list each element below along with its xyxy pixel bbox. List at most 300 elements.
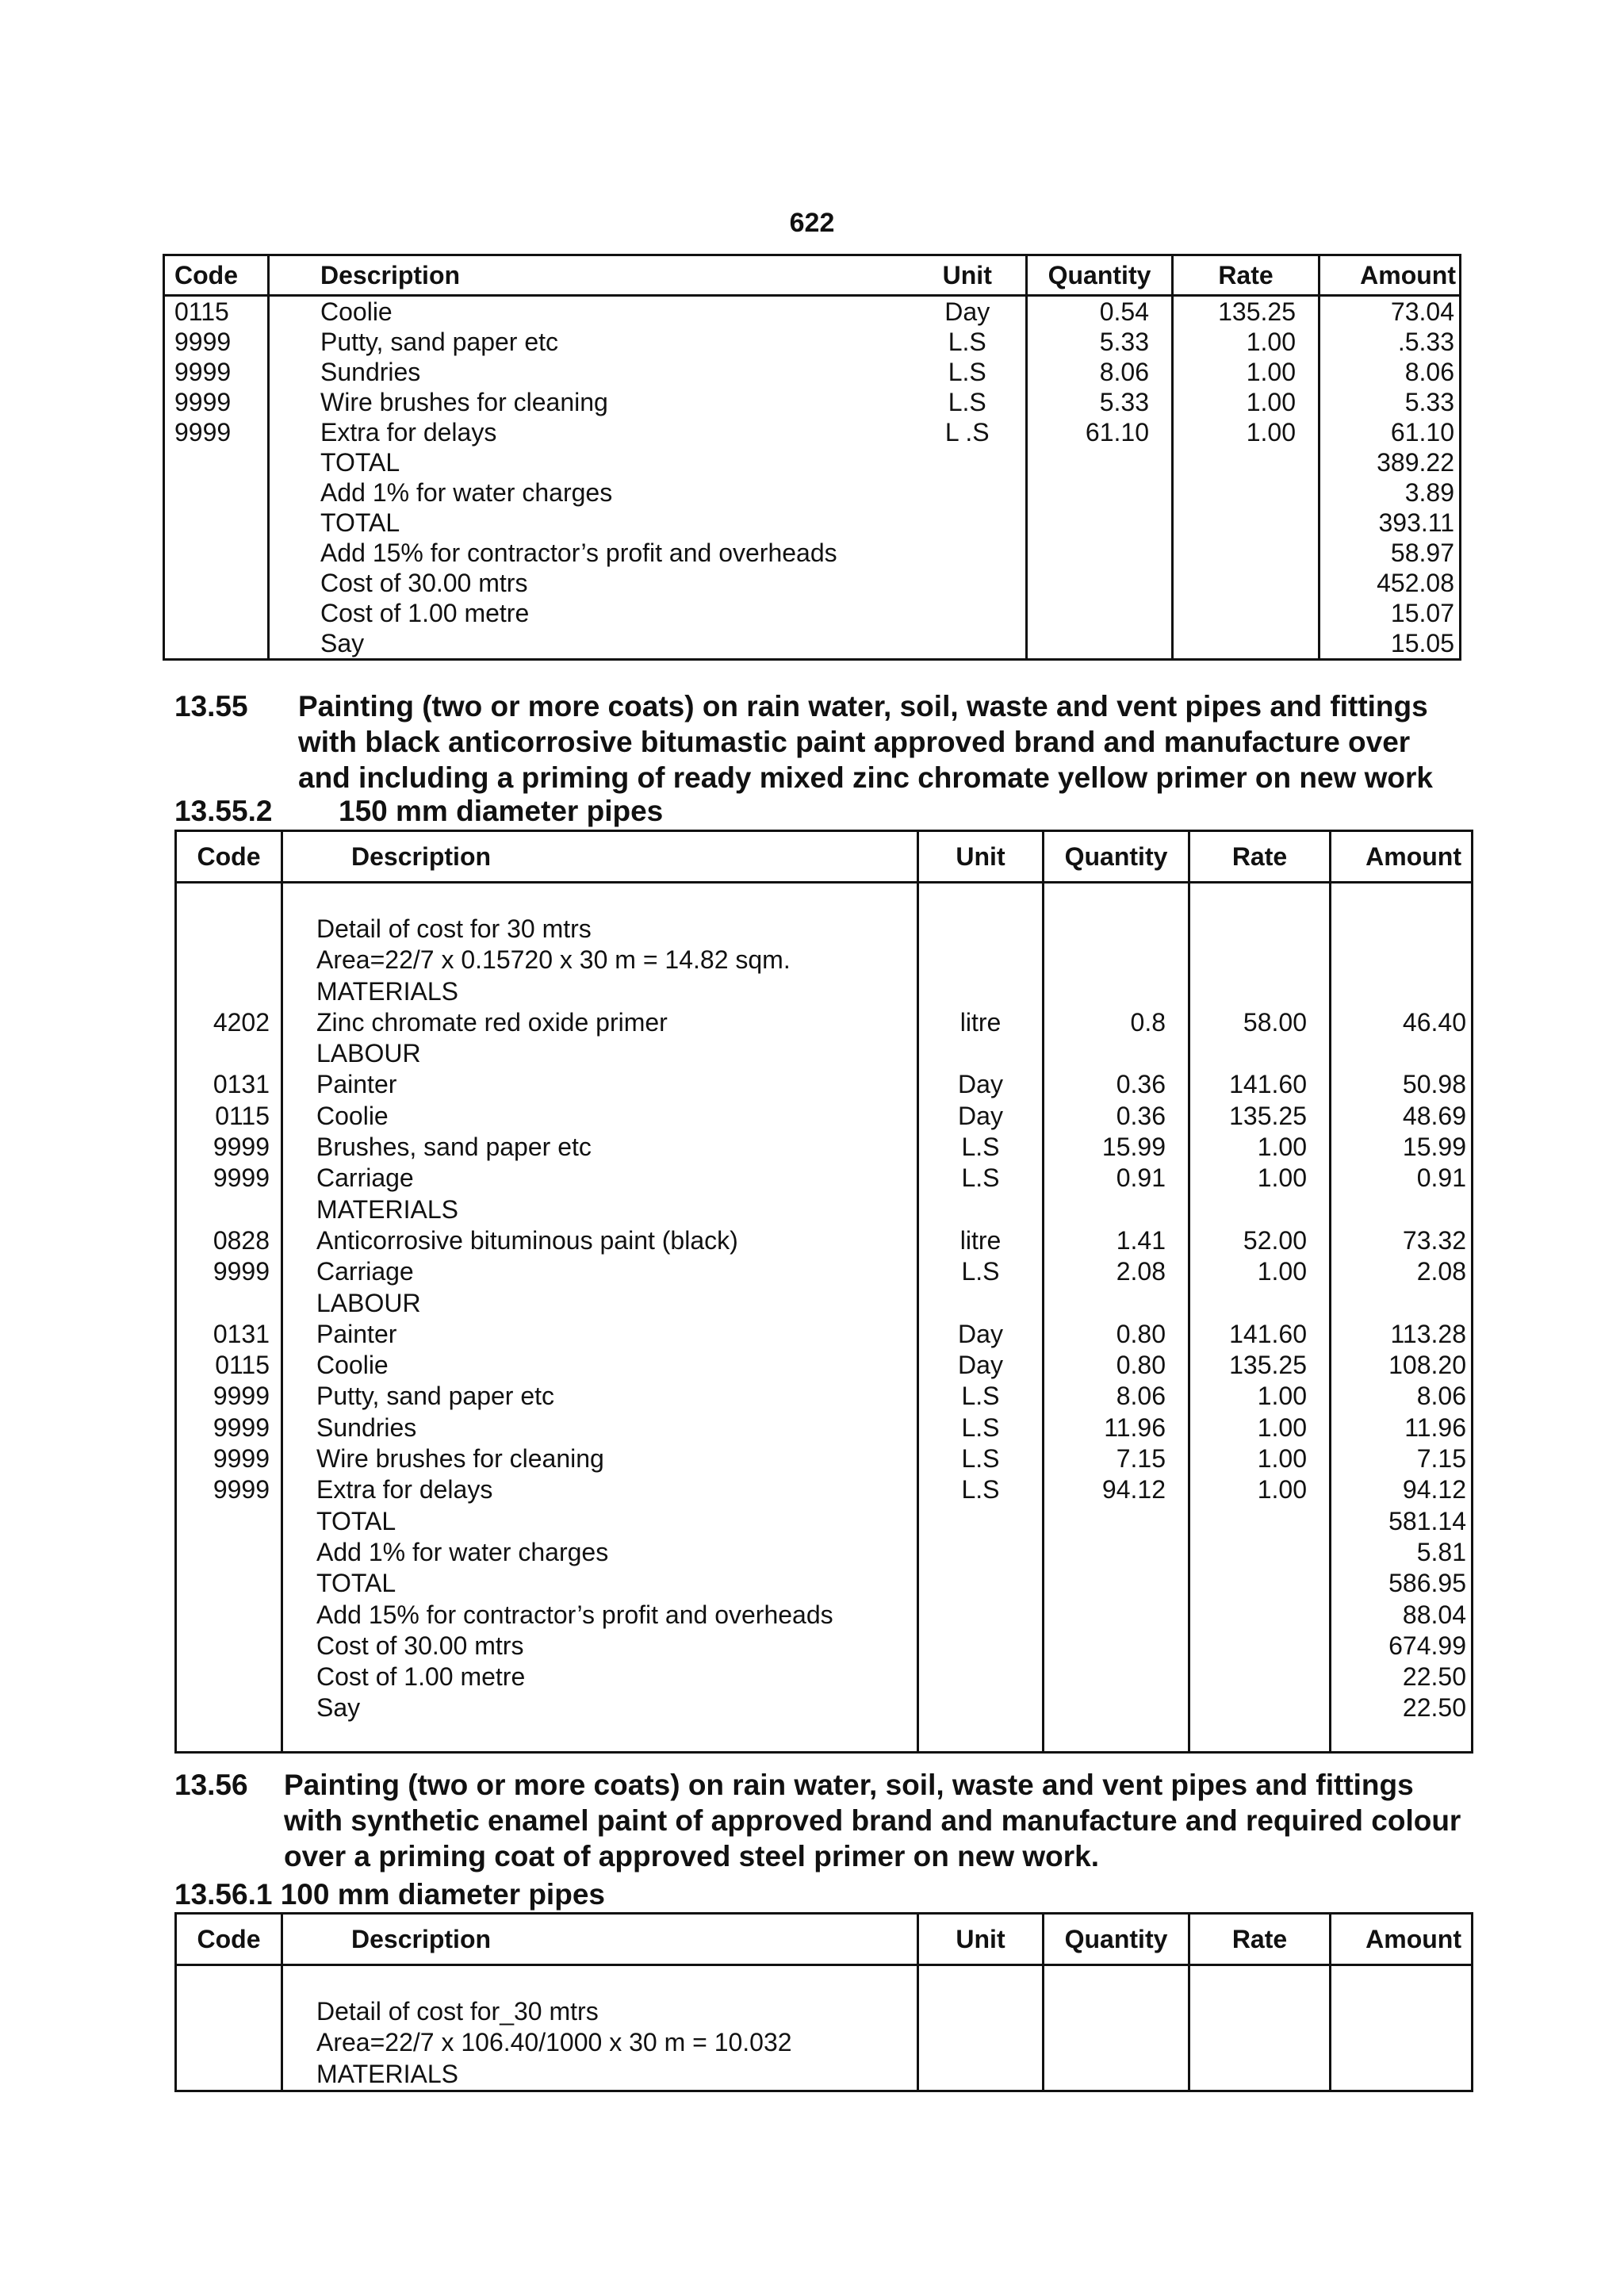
header-unit: Unit [918, 1914, 1044, 1965]
cell-amount: 46.40 [1402, 1007, 1466, 1037]
cell-description: Add 1% for water charges [282, 1537, 918, 1568]
cell-unit: L.S [918, 1474, 1044, 1505]
cell-description: Cost of 30.00 mtrs [282, 1631, 918, 1662]
cell-code: 9999 [176, 1474, 282, 1505]
cell-description: Say [282, 1692, 918, 1723]
cell-quantity [1044, 1568, 1189, 1599]
table-row [176, 2059, 1473, 2091]
cost-table-continued [163, 254, 1461, 661]
table-row [176, 945, 1473, 976]
cell-code [164, 447, 269, 477]
section-number: 13.55 [174, 690, 248, 723]
cell-amount [1331, 1038, 1473, 1069]
cell-amount: 73.32 [1402, 1225, 1466, 1255]
cell-code [164, 598, 269, 628]
cell-quantity: 15.99 [1044, 1132, 1189, 1163]
cell-description: Extra for delays [282, 1474, 918, 1505]
cell-quantity [1044, 1288, 1189, 1319]
cell-quantity [1044, 1537, 1189, 1568]
cell-quantity [1027, 628, 1173, 660]
cell-rate: 135.25 [1189, 1350, 1331, 1381]
cell-description: Area=22/7 x 106.40/1000 x 30 m = 10.032 [282, 2027, 918, 2058]
cell-code: 0131 [176, 1069, 282, 1100]
cell-quantity: 5.33 [1027, 387, 1173, 417]
cell-code [164, 508, 269, 538]
cell-rate: 52.00 [1189, 1225, 1331, 1256]
table3-body [176, 1965, 1473, 2091]
cell-unit [918, 1568, 1044, 1599]
cell-rate [1189, 1194, 1331, 1225]
cell-rate: 135.25 [1189, 1101, 1331, 1132]
cell-description: Add 1% for water charges [320, 478, 613, 507]
cell-description: Wire brushes for cleaning [320, 388, 608, 416]
cell-description: Wire brushes for cleaning [282, 1443, 918, 1474]
cell-rate [1173, 598, 1320, 628]
cell-description: Extra for delays [320, 418, 497, 447]
cell-amount: 3.89 [1404, 478, 1454, 507]
cell-rate [1189, 1288, 1331, 1319]
table-row [176, 1568, 1473, 1599]
cell-quantity [1044, 2027, 1189, 2058]
subsection-heading-13-55-2 [174, 793, 1126, 830]
cell-description [282, 883, 918, 914]
spacer-row [176, 1965, 1473, 1997]
table-row [164, 447, 1461, 477]
cell-unit [918, 1600, 1044, 1631]
table-row [176, 1662, 1473, 1692]
cell-description: TOTAL [282, 1568, 918, 1599]
cell-unit: L.S [910, 327, 1027, 357]
cell-unit: litre [918, 1225, 1044, 1256]
table-row [176, 1474, 1473, 1505]
cell-amount: 393.11 [1378, 508, 1454, 537]
section-heading-13-56 [174, 1767, 1475, 1878]
cell-amount: 15.05 [1390, 629, 1454, 657]
cell-description: Coolie [320, 297, 393, 326]
table-row [176, 1506, 1473, 1537]
table-row [176, 1631, 1473, 1662]
cell-code: 0131 [176, 1319, 282, 1350]
cell-amount [1331, 1965, 1473, 1997]
cell-unit [910, 538, 1027, 568]
section-number: 13.56 [174, 1769, 248, 1801]
cell-quantity [1044, 1996, 1189, 2027]
table-row [164, 327, 1461, 357]
cell-rate: 1.00 [1189, 1256, 1331, 1287]
cell-rate: 1.00 [1173, 357, 1320, 387]
table-row [176, 1996, 1473, 2027]
cell-quantity: 61.10 [1027, 417, 1173, 447]
cell-quantity [1044, 883, 1189, 914]
cell-code [176, 1506, 282, 1537]
cell-rate: 135.25 [1173, 296, 1320, 328]
cell-description: Carriage [282, 1163, 918, 1194]
cell-unit: L.S [910, 387, 1027, 417]
cell-rate [1173, 538, 1320, 568]
cell-rate: 1.00 [1173, 387, 1320, 417]
cell-description: Add 15% for contractor’s profit and overheads [282, 1600, 918, 1631]
table-row [176, 1350, 1473, 1381]
cell-code: 9999 [176, 1256, 282, 1287]
cell-rate: 1.00 [1189, 1443, 1331, 1474]
table-row [164, 538, 1461, 568]
cell-rate: 1.00 [1189, 1163, 1331, 1194]
cell-code [176, 1537, 282, 1568]
cell-quantity [1044, 2059, 1189, 2091]
cell-rate [1189, 1038, 1331, 1069]
cell-quantity [1044, 976, 1189, 1007]
cell-quantity [1027, 538, 1173, 568]
cell-code [176, 1965, 282, 1997]
cell-quantity: 0.91 [1044, 1163, 1189, 1194]
table-row [176, 1443, 1473, 1474]
cell-quantity [1044, 1631, 1189, 1662]
cell-rate: 58.00 [1189, 1007, 1331, 1038]
cell-code [176, 1996, 282, 2027]
table-row [176, 1194, 1473, 1225]
header-code: Code [176, 1914, 282, 1965]
cell-quantity [1044, 1692, 1189, 1723]
cell-unit: L.S [918, 1163, 1044, 1194]
cell-amount [1331, 1288, 1473, 1319]
cell-amount: 61.10 [1390, 418, 1454, 447]
cell-unit [918, 1038, 1044, 1069]
cell-rate: 1.00 [1189, 1132, 1331, 1163]
cell-code: 9999 [164, 327, 269, 357]
cell-unit [918, 1506, 1044, 1537]
cell-code [176, 1038, 282, 1069]
subsection-heading-13-56-1 [174, 1876, 1126, 1913]
cell-unit [918, 1288, 1044, 1319]
table-row [176, 2027, 1473, 2058]
cell-rate: 141.60 [1189, 1319, 1331, 1350]
header-amount: Amount [1331, 831, 1473, 883]
cell-rate [1189, 1662, 1331, 1692]
table-row [176, 1101, 1473, 1132]
cell-rate [1173, 447, 1320, 477]
table2-body [176, 883, 1473, 1753]
spacer-row [176, 1724, 1473, 1753]
header-description: Description [282, 1914, 918, 1965]
header-quantity: Quantity [1027, 255, 1173, 296]
header-rate: Rate [1189, 1914, 1331, 1965]
cell-rate [1173, 628, 1320, 660]
cell-description: Painter [282, 1069, 918, 1100]
cell-quantity: 11.96 [1044, 1412, 1189, 1443]
cell-unit: litre [918, 1007, 1044, 1038]
cell-quantity: 94.12 [1044, 1474, 1189, 1505]
table-row [176, 1319, 1473, 1350]
cell-rate: 1.00 [1189, 1381, 1331, 1412]
cell-unit [918, 1194, 1044, 1225]
cell-rate: 1.00 [1173, 417, 1320, 447]
subsection-heading: 13.56.1 100 mm diameter pipes [174, 1878, 605, 1911]
subsection-number: 13.55.2 [174, 795, 273, 827]
cell-code: 0115 [176, 1101, 282, 1132]
cost-table-13-56-1 [174, 1912, 1473, 2092]
table-row [176, 1256, 1473, 1287]
cell-amount: 11.96 [1404, 1412, 1466, 1442]
cell-quantity: 1.41 [1044, 1225, 1189, 1256]
table-row [164, 628, 1461, 660]
cell-amount [1331, 945, 1473, 976]
cell-code [176, 1600, 282, 1631]
cell-unit: L.S [918, 1256, 1044, 1287]
cell-amount [1331, 976, 1473, 1007]
header-unit: Unit [918, 831, 1044, 883]
cell-description: Zinc chromate red oxide primer [282, 1007, 918, 1038]
cell-rate [1189, 1568, 1331, 1599]
table-row [176, 1412, 1473, 1443]
cell-unit [918, 2059, 1044, 2091]
section-title-line: Painting (two or more coats) on rain water, soil, waste and vent pipes and fittings [284, 1769, 1414, 1801]
cell-code [176, 883, 282, 914]
cell-code [176, 1568, 282, 1599]
cell-unit: Day [918, 1350, 1044, 1381]
cell-code: 9999 [176, 1443, 282, 1474]
table-row [176, 1163, 1473, 1194]
cell-unit [918, 1996, 1044, 2027]
cell-code: 9999 [176, 1381, 282, 1412]
cell-quantity [1044, 945, 1189, 976]
cell-quantity: 5.33 [1027, 327, 1173, 357]
cell-rate [1189, 1724, 1331, 1753]
table-row [176, 914, 1473, 945]
table-row [176, 1381, 1473, 1412]
cell-description: Say [320, 629, 365, 657]
cell-unit [910, 447, 1027, 477]
cell-code [176, 1288, 282, 1319]
cell-description: Area=22/7 x 0.15720 x 30 m = 14.82 sqm. [282, 945, 918, 976]
table-row [164, 296, 1461, 328]
cell-unit [918, 1724, 1044, 1753]
cell-quantity: 0.80 [1044, 1350, 1189, 1381]
table-row [176, 1225, 1473, 1256]
cell-amount: 50.98 [1402, 1070, 1466, 1099]
cell-description: Anticorrosive bituminous paint (black) [282, 1225, 918, 1256]
cell-amount: 8.06 [1416, 1382, 1466, 1411]
cell-quantity [1044, 1965, 1189, 1997]
cell-description: Detail of cost for_30 mtrs [282, 1996, 918, 2027]
cell-description [282, 1724, 918, 1753]
cell-unit [910, 508, 1027, 538]
cell-amount: 7.15 [1416, 1444, 1466, 1474]
cell-unit [918, 2027, 1044, 2058]
cell-code [176, 1631, 282, 1662]
table-row [164, 477, 1461, 508]
cell-amount [1331, 1996, 1473, 2027]
cell-code [176, 2027, 282, 2058]
cell-rate [1189, 2059, 1331, 2091]
header-unit: Unit [910, 255, 1027, 296]
subsection-title: 150 mm diameter pipes [339, 795, 664, 827]
cell-code: 0828 [176, 1225, 282, 1256]
cell-amount: 15.99 [1402, 1133, 1466, 1162]
cell-amount: 22.50 [1402, 1693, 1466, 1723]
cell-amount [1331, 2059, 1473, 2091]
cell-quantity: 0.8 [1044, 1007, 1189, 1038]
cell-amount: 22.50 [1402, 1662, 1466, 1692]
cell-code [164, 538, 269, 568]
cell-code: 9999 [164, 417, 269, 447]
cell-quantity [1044, 1038, 1189, 1069]
cell-description: Coolie [282, 1101, 918, 1132]
cell-description: MATERIALS [282, 1194, 918, 1225]
header-quantity: Quantity [1044, 1914, 1189, 1965]
cell-rate: 1.00 [1189, 1474, 1331, 1505]
cell-rate [1189, 945, 1331, 976]
spacer-row [176, 883, 1473, 914]
header-amount: Amount [1331, 1914, 1473, 1965]
table-row [176, 1288, 1473, 1319]
cell-amount: .5.33 [1397, 328, 1454, 356]
cell-unit [910, 628, 1027, 660]
cell-description: TOTAL [320, 448, 400, 477]
cell-rate [1189, 1506, 1331, 1537]
cell-amount: 73.04 [1390, 297, 1454, 326]
cell-unit: L.S [918, 1443, 1044, 1474]
page-number: 622 [789, 208, 835, 238]
cell-description: LABOUR [282, 1038, 918, 1069]
header-description: Description [269, 255, 910, 296]
cell-quantity [1027, 477, 1173, 508]
table-row [164, 508, 1461, 538]
cell-unit [918, 976, 1044, 1007]
cell-description: Sundries [282, 1412, 918, 1443]
cell-unit: L.S [918, 1412, 1044, 1443]
cell-rate: 1.00 [1173, 327, 1320, 357]
cell-unit [918, 945, 1044, 976]
table-row [176, 976, 1473, 1007]
cell-code: 9999 [176, 1412, 282, 1443]
cell-amount: 674.99 [1388, 1631, 1466, 1660]
table-row [176, 1600, 1473, 1631]
cell-code: 9999 [176, 1132, 282, 1163]
cell-unit [918, 1537, 1044, 1568]
cell-quantity: 8.06 [1044, 1381, 1189, 1412]
header-code: Code [176, 831, 282, 883]
cell-code: 0115 [176, 1350, 282, 1381]
section-title-line: and including a priming of ready mixed zinc chromate yellow primer on new work [298, 761, 1433, 794]
cell-rate [1189, 1600, 1331, 1631]
cell-description: Painter [282, 1319, 918, 1350]
cell-rate [1189, 1692, 1331, 1723]
table-row [176, 1132, 1473, 1163]
table-header-row [164, 255, 1461, 296]
cell-unit [910, 568, 1027, 598]
cell-amount: 94.12 [1402, 1475, 1466, 1504]
cell-rate [1173, 477, 1320, 508]
cell-quantity [1044, 1506, 1189, 1537]
cell-code [164, 628, 269, 660]
cell-description: Detail of cost for 30 mtrs [282, 914, 918, 945]
cell-rate [1189, 1996, 1331, 2027]
cell-description: MATERIALS [282, 2059, 918, 2091]
cell-code [176, 1692, 282, 1723]
cell-unit: L.S [918, 1381, 1044, 1412]
header-quantity: Quantity [1044, 831, 1189, 883]
cell-amount [1331, 2027, 1473, 2058]
cell-quantity [1044, 1194, 1189, 1225]
cell-quantity [1027, 447, 1173, 477]
cell-quantity [1027, 568, 1173, 598]
cell-amount: 88.04 [1402, 1600, 1466, 1629]
cell-unit [918, 914, 1044, 945]
cell-amount: 452.08 [1377, 569, 1454, 597]
table-row [164, 598, 1461, 628]
cell-quantity: 8.06 [1027, 357, 1173, 387]
cell-code [176, 2059, 282, 2091]
table-row [164, 357, 1461, 387]
cost-table-13-55-2 [174, 830, 1473, 1754]
section-title-line: Painting (two or more coats) on rain water, soil, waste and vent pipes and fittings [298, 690, 1428, 723]
cell-quantity: 0.80 [1044, 1319, 1189, 1350]
header-rate: Rate [1189, 831, 1331, 883]
cell-unit [918, 883, 1044, 914]
section-heading-13-55 [174, 688, 1475, 799]
cell-amount: 0.91 [1416, 1163, 1466, 1193]
cell-amount: 15.07 [1390, 599, 1454, 627]
cell-description: Cost of 1.00 metre [282, 1662, 918, 1692]
header-amount: Amount [1320, 255, 1461, 296]
cell-description: Cost of 30.00 mtrs [320, 569, 528, 597]
cell-code [164, 477, 269, 508]
cell-description: Add 15% for contractor’s profit and overheads [320, 539, 837, 567]
header-description: Description [282, 831, 918, 883]
cell-unit [918, 1631, 1044, 1662]
table-row [176, 1692, 1473, 1723]
cell-rate: 1.00 [1189, 1412, 1331, 1443]
cell-quantity: 7.15 [1044, 1443, 1189, 1474]
cell-code: 0115 [164, 296, 269, 328]
cell-quantity [1044, 1600, 1189, 1631]
cell-code [176, 1662, 282, 1692]
cell-rate [1189, 914, 1331, 945]
cell-rate [1189, 1965, 1331, 1997]
cell-code [176, 914, 282, 945]
cell-description: Brushes, sand paper etc [282, 1132, 918, 1163]
cell-amount: 58.97 [1390, 539, 1454, 567]
cell-amount: 113.28 [1390, 1319, 1466, 1348]
header-code: Code [164, 255, 269, 296]
cell-rate [1173, 568, 1320, 598]
cell-rate [1189, 883, 1331, 914]
section-title-line: with synthetic enamel paint of approved brand and manufacture and required colour [284, 1804, 1461, 1837]
cell-quantity [1027, 508, 1173, 538]
cell-description: LABOUR [282, 1288, 918, 1319]
cell-amount [1331, 1194, 1473, 1225]
table-row [176, 1069, 1473, 1100]
cell-amount: 2.08 [1416, 1257, 1466, 1286]
table-row [164, 568, 1461, 598]
cell-quantity: 0.54 [1027, 296, 1173, 328]
table-header-row [176, 1914, 1473, 1965]
cell-amount [1331, 1724, 1473, 1753]
cell-quantity: 0.36 [1044, 1069, 1189, 1100]
cell-quantity [1044, 914, 1189, 945]
cell-unit: L.S [910, 357, 1027, 387]
cell-unit: Day [918, 1069, 1044, 1100]
cell-quantity [1044, 1662, 1189, 1692]
cell-amount: 389.22 [1377, 448, 1454, 477]
cell-amount: 5.33 [1404, 388, 1454, 416]
section-title-line: with black anticorrosive bitumastic paint approved brand and manufacture over [298, 726, 1411, 758]
cell-unit: L .S [910, 417, 1027, 447]
cell-unit [918, 1662, 1044, 1692]
cell-rate [1189, 2027, 1331, 2058]
cell-unit: Day [918, 1101, 1044, 1132]
cell-quantity: 2.08 [1044, 1256, 1189, 1287]
